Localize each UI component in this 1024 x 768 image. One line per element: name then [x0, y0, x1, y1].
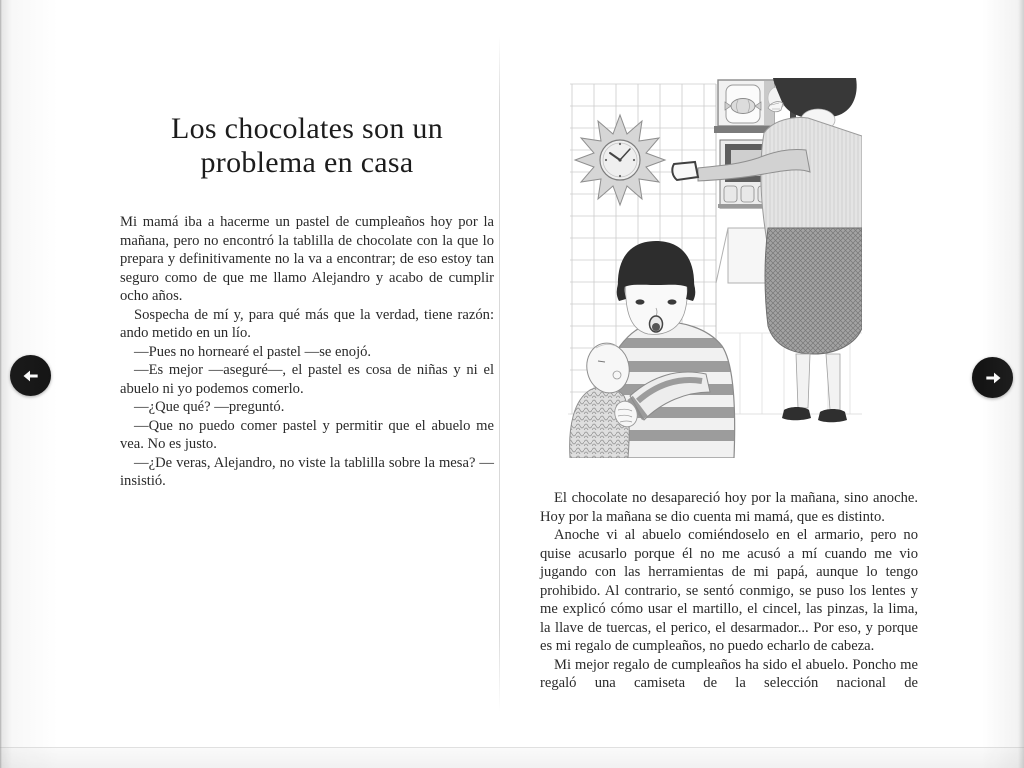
left-page-text: [120, 213, 494, 491]
boy-hair: [618, 241, 694, 290]
paragraph: —Pues no hornearé el pastel —se enojó.: [134, 343, 372, 360]
sun-clock-drawing: [575, 115, 665, 205]
arrow-right-icon: [983, 368, 1003, 388]
chapter-title-line2: problema en casa: [200, 146, 414, 179]
paragraph: Anoche vi al abuelo comiéndoselo en el armario, pero no quise acusarlo porque él no me acusó a mí cuando me vio jugando con las herramientas de mi papá, aunque lo tengo prohibido. Al contrario, se sentó conmigo, se puso los lentes y me explicó cómo usar el martillo, el cincel, las pinzas, la lima, la llave de tuercas, el perico, el desarmador... Por eso, y porque es mi regalo de cumpleaños, no puedo echarlo de cabeza.: [540, 527, 918, 654]
book-illustration: [568, 78, 862, 458]
next-page-button[interactable]: [972, 357, 1013, 398]
mother-hand: [672, 162, 698, 180]
right-page-text: [540, 489, 918, 693]
paragraph: —¿Que qué? —preguntó.: [134, 399, 285, 415]
paragraph: Mi mejor regalo de cumpleaños ha sido el abuelo. Poncho me regaló una camiseta de la selección nacional de: [540, 656, 918, 691]
paragraph: —¿De veras, Alejandro, no viste la tablilla sobre la mesa? —insistió.: [120, 454, 494, 489]
paragraph: El chocolate no desapareció hoy por la mañana, sino anoche. Hoy por la mañana se dio cuenta mi mamá, que es distinto.: [540, 490, 918, 525]
paragraph: Sospecha de mí y, para qué más que la verdad, tiene razón: ando metido en un lío.: [120, 306, 494, 341]
mother-skirt: [765, 228, 862, 354]
arrow-left-icon: [21, 366, 41, 386]
grandfather-figure: [570, 339, 634, 458]
paragraph: —Que no puedo comer pastel y permitir que el abuelo me vea. No es justo.: [120, 417, 494, 452]
page-spine-divider: [499, 36, 500, 712]
paragraph: Mi mamá iba a hacerme un pastel de cumpleaños hoy por la mañana, pero no encontró la tablilla de chocolate con la que lo prepara y definitivamente no la va a encontrar; de eso estoy tan seguro como de que me llamo Alejandro y acabo de cumplir ocho años.: [120, 214, 494, 304]
chapter-title-line1: Los chocolates son un: [170, 112, 444, 145]
chapter-title: [120, 112, 494, 180]
prev-page-button[interactable]: [10, 355, 51, 396]
viewer-bottom-edge-shadow: [0, 747, 1024, 768]
left-page: [120, 112, 494, 491]
paragraph: —Es mejor —aseguré—, el pastel es cosa de niñas y ni el abuelo ni yo podemos comerlo.: [120, 362, 494, 397]
right-page: [540, 78, 918, 693]
